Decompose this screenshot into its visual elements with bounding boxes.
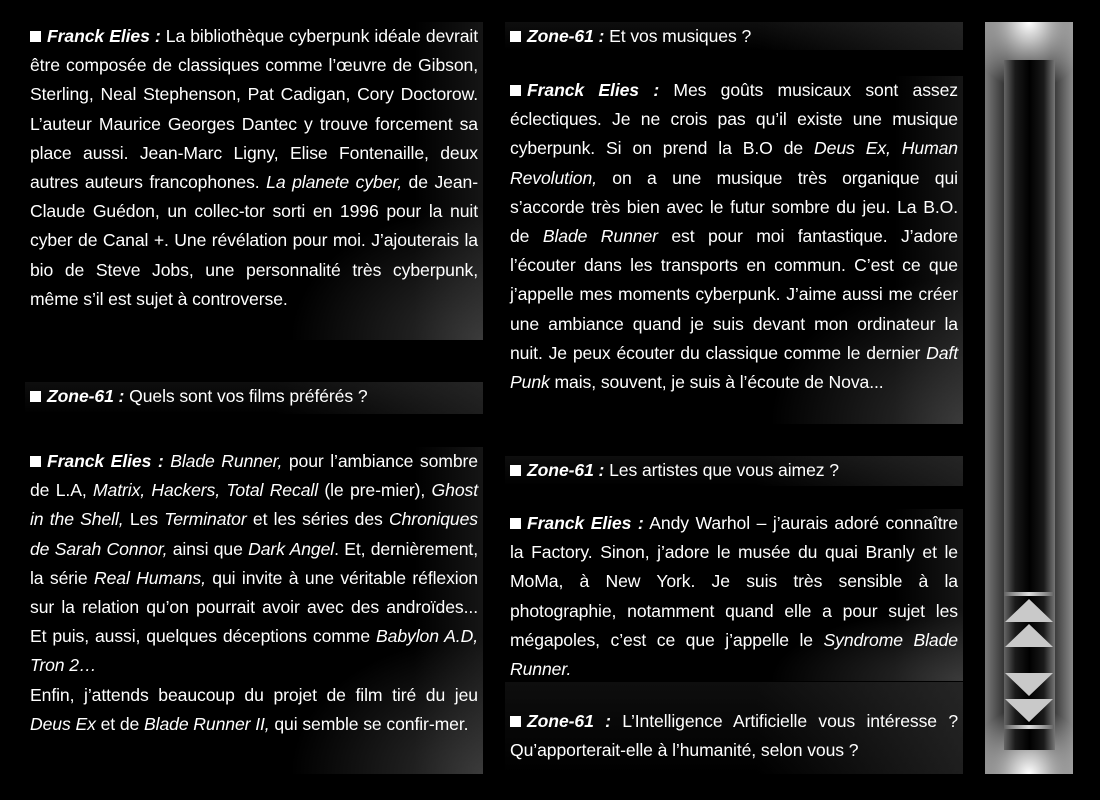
scroll-up-button[interactable]: [1005, 624, 1053, 647]
scroll-down-fast-button[interactable]: [1005, 699, 1053, 722]
answer-text: Blade Runner, pour l’ambiance sombre de L.A, Matrix, Hackers, Total Recall (le pre-mier), Ghost in the Shell, Les Terminator et les séries des Chroniques de Sarah Connor, ainsi que Dark Angel. Et, dernièrement, la série Real Humans, qui invite à une véritable réflexion sur la relation qu’on pourrait avoir avec des androïdes... Et puis, aussi, quelques déceptions comme Babylon A.D, Tron 2… Enfin, j’attends beaucoup du projet de film tiré du jeu Deus Ex et de Blade Runner II, qui semble se confir-mer.: [30, 451, 478, 734]
scroll-bottom-bar: [1004, 725, 1054, 729]
answer-music-box: [505, 76, 963, 424]
speaker-label: Franck Elies :: [527, 513, 644, 533]
square-bullet-icon: [510, 465, 521, 476]
answer-text: La bibliothèque cyberpunk idéale devrait être composée de classiques comme l’œuvre de Gibson, Sterling, Neal Stephenson, Pat Cadigan, Cory Doctorow. L’auteur Maurice Georges Dantec y trouve forcement sa place aussi. Jean-Marc Ligny, Elise Fontenaille, deux autres auteurs francophones. La planete cyber, de Jean-Claude Guédon, un collec-tor sorti en 1996 pour la nuit cyber de Canal +. Une révélation pour moi. J’ajouterais la bio de Steve Jobs, une personnalité très cyberpunk, même s’il est sujet à controverse.: [30, 26, 478, 309]
question-artists-box: [505, 456, 963, 486]
question-films-box: [25, 382, 483, 414]
speaker-label: Zone-61 :: [527, 26, 605, 46]
scroll-up-fast-button[interactable]: [1005, 599, 1053, 622]
question-music-box: [505, 22, 963, 50]
scroll-down-button[interactable]: [1005, 673, 1053, 696]
question-artists: [510, 456, 958, 485]
italic-title: Blade Runner: [542, 226, 658, 247]
speaker-label: Franck Elies :: [47, 451, 164, 471]
answer-music: [510, 76, 958, 397]
italic-title: Matrix, Hackers, Total Recall: [92, 480, 318, 501]
square-bullet-icon: [510, 518, 521, 529]
italic-title: Ghost in the Shell,: [30, 480, 478, 530]
answer-artists-box: [505, 509, 963, 681]
answer-films: [30, 447, 478, 739]
italic-title: La planete cyber,: [266, 172, 402, 193]
speaker-label: Zone-61 :: [527, 460, 605, 480]
square-bullet-icon: [510, 716, 521, 727]
speaker-label: Zone-61 :: [47, 386, 125, 406]
square-bullet-icon: [30, 391, 41, 402]
scrollbar[interactable]: [985, 22, 1073, 774]
question-text: L’Intelligence Artificielle vous intéresse ? Qu’apporterait-elle à l’humanité, selon vous ?: [510, 711, 959, 761]
question-text: Et vos musiques ?: [609, 26, 752, 46]
speaker-label: Franck Elies :: [47, 26, 161, 46]
italic-title: Syndrome Blade Runner.: [510, 629, 958, 680]
italic-title: Chroniques de Sarah Connor,: [30, 509, 478, 559]
question-ai: [510, 707, 958, 765]
italic-title: Dark Angel: [248, 538, 335, 559]
answer-library-box: [25, 22, 483, 340]
square-bullet-icon: [30, 456, 41, 467]
answer-text: Andy Warhol – j’aurais adoré connaître la Factory. Sinon, j’adore le musée du quai Branly et le MoMa, à New York. Je suis très sensible à la photographie, notamment quand elle a pour sujet les mégapoles, c’est ce que j’appelle le Syndrome Blade Runner.: [510, 513, 958, 680]
square-bullet-icon: [30, 31, 41, 42]
italic-title: Real Humans,: [93, 567, 206, 588]
italic-title: Babylon A.D, Tron 2…: [30, 626, 478, 676]
italic-title: Deus Ex: [30, 713, 96, 734]
square-bullet-icon: [510, 31, 521, 42]
question-text: Les artistes que vous aimez ?: [609, 460, 839, 480]
italic-title: Blade Runner,: [170, 451, 283, 471]
answer-text: Mes goûts musicaux sont assez éclectiques. Je ne crois pas qu’il existe une musique cyberpunk. Si on prend la B.O de Deus Ex, Human Revolution, on a une musique très organique qui s’accorde très bien avec le futur sombre du jeu. La B.O. de Blade Runner est pour moi fantastique. J’adore l’écouter dans les transports en commun. C’est ce que j’appelle mes moments cyberpunk. J’aime aussi me créer une ambiance quand je suis devant mon ordinateur la nuit. Je peux écouter du classique comme le dernier Daft Punk mais, souvent, je suis à l’écoute de Nova...: [510, 80, 958, 393]
answer-films-box: [25, 447, 483, 774]
italic-title: Deus Ex, Human Revolution,: [510, 138, 958, 188]
answer-artists: [510, 509, 958, 684]
speaker-label: Zone-61 :: [527, 711, 611, 731]
scroll-top-bar: [1004, 592, 1054, 596]
question-text: Quels sont vos films préférés ?: [129, 386, 368, 406]
italic-title: Blade Runner II,: [144, 713, 270, 734]
speaker-label: Franck Elies :: [527, 80, 660, 100]
question-ai-box: [505, 682, 963, 774]
question-films: [30, 382, 478, 411]
square-bullet-icon: [510, 85, 521, 96]
question-music: [510, 22, 958, 51]
italic-title: Terminator: [164, 509, 247, 530]
italic-title: Daft Punk: [510, 342, 958, 393]
answer-library: [30, 22, 478, 314]
